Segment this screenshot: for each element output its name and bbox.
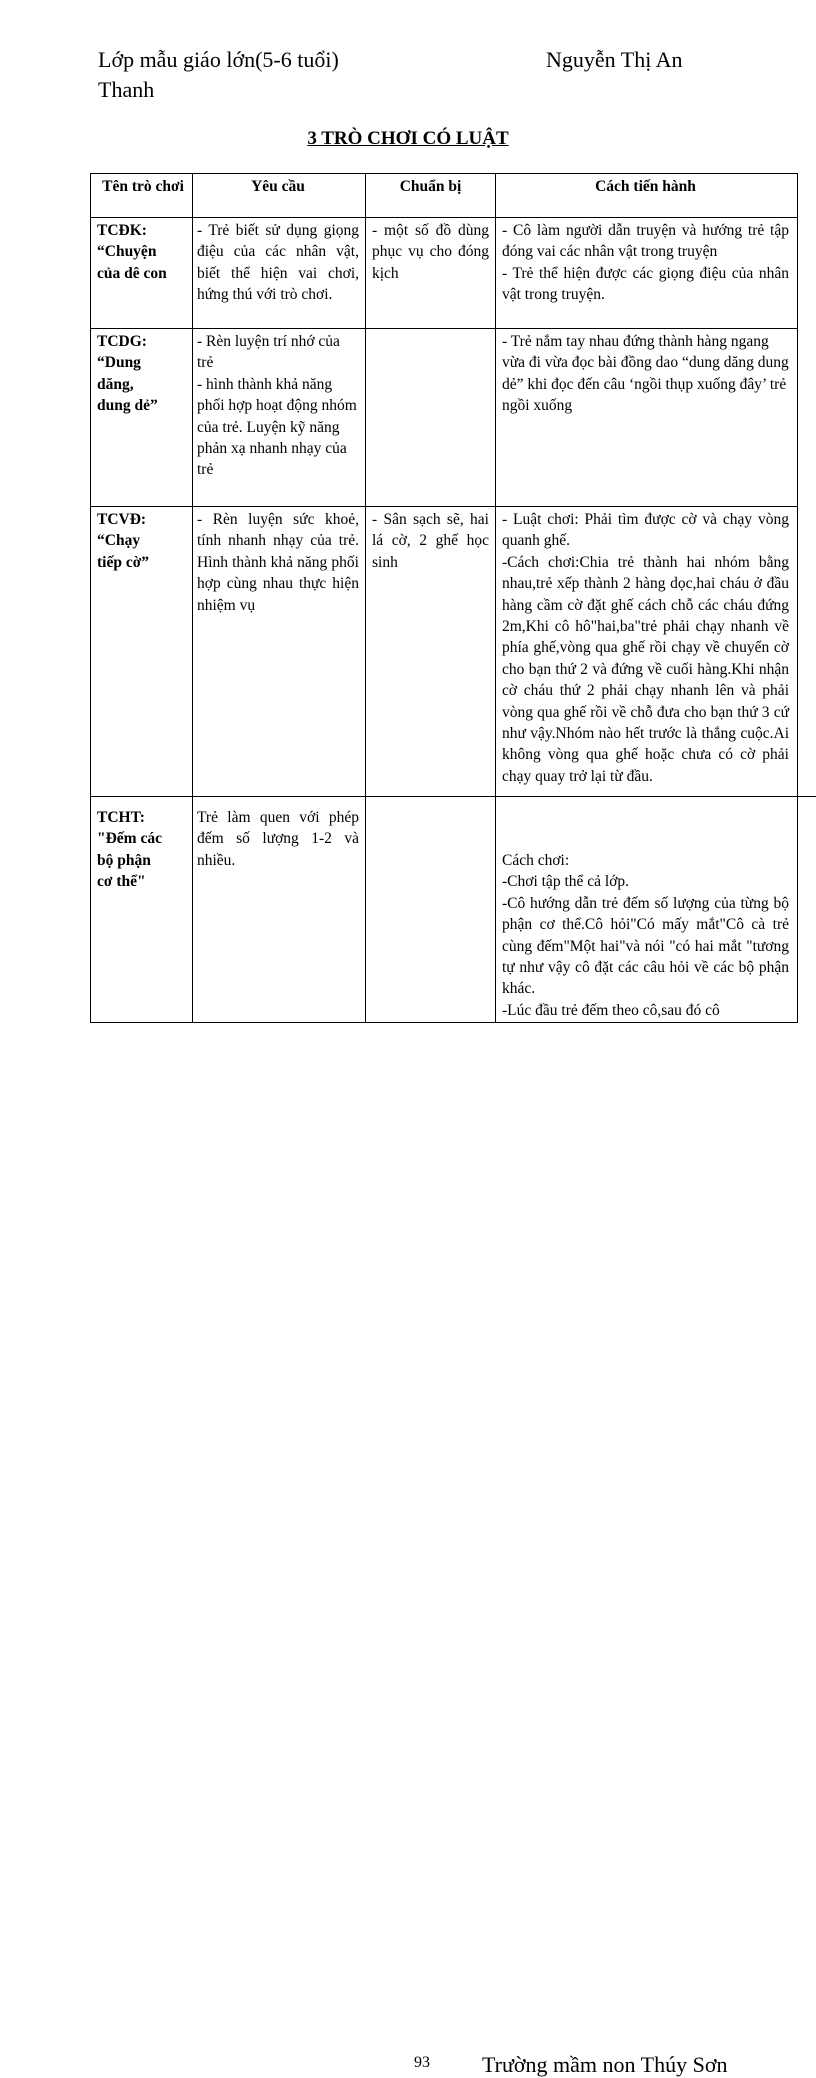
game-name-line: “Dung [97,354,141,372]
game-name-line: TCĐK: [97,222,147,239]
game-name-line: cơ thể" [97,873,146,891]
teacher-name: Nguyễn Thị An [546,47,683,72]
procedure-1 [502,220,789,306]
game-name-line: dung dẻ” [97,397,158,415]
preparation-3: - Sân sạch sẽ, hai lá cờ, 2 ghế học sinh [372,511,489,571]
class-name: Lớp mẫu giáo lớn(5-6 tuổi) [98,47,339,72]
game-name-line: TCHT: [97,809,145,826]
game-name-4 [97,807,189,893]
page-number: 93 [414,2054,430,2071]
overflow-divider [90,796,816,797]
game-name-line: dăng, [97,375,134,393]
header-requirement: Yêu cầu [251,178,305,195]
procedure-paragraph: -Cô hướng dẫn trẻ đếm số lượng của từng bộ phận cơ thể.Cô hỏi"Có mấy mắt"Cô cà trẻ cùng đếm"Một hai"và nói "có hai mắt "tương tự như vậy cô đặt các câu hỏi về các bộ phận khác. [502,894,789,998]
teacher-name-cont: Thanh [98,77,155,102]
procedure-2 [502,331,789,417]
procedure-paragraph: Cách chơi: [502,852,570,869]
header-preparation: Chuẩn bị [399,178,462,195]
procedure-4 [502,850,789,1021]
game-name-line: "Đếm các [97,830,162,848]
game-name-1 [97,220,189,284]
table-divider-3 [495,173,496,1023]
requirement-1: - Trẻ biết sử dụng giọng điệu của các nhân vật, biết thể hiện vai chơi, hứng thú với trò chơi. [197,222,359,304]
game-name-line: tiếp cờ” [97,553,150,571]
page-footer [0,1026,816,2077]
header-game-name: Tên trò chơi [102,178,184,195]
header-procedure: Cách tiến hành [595,178,696,195]
requirement-2 [197,331,359,481]
game-name-line: TCDG: [97,333,147,350]
table-border-top [90,173,798,174]
procedure-paragraph: -Cách chơi:Chia trẻ thành hai nhóm bằng nhau,trẻ xếp thành 2 hàng dọc,hai cháu ở đầu hàng cầm cờ đặt ghế cách chỗ các cháu đứng 2m,Khi cô hô"hai,ba"trẻ phải chạy nhanh về phía ghế,vòng qua ghế rồi chạy về chuyển cờ cho bạn thứ 2 và đứng về cuối hàng.Khi nhận cờ cháu thứ 2 phải chạy nhanh lên và phải vòng qua ghế rồi về chỗ đưa cho bạn thứ 3 cứ như vậy.Nhóm nào hết trước là thắng cuộc.Ai không vòng qua ghế hoặc chưa có cờ phải chạy quay trở lại từ đầu. [502,553,789,785]
row-divider-1 [90,328,798,329]
table-divider-1 [192,173,193,1023]
page-title: 3 TRÒ CHƠI CÓ LUẬT [307,128,509,149]
procedure-paragraph: - Trẻ nắm tay nhau đứng thành hàng ngang vừa đi vừa đọc bài đồng dao “dung dăng dung dẻ” khi đọc đến câu ‘ngồi thụp xuống đây’ trẻ ngồi xuống [502,333,789,415]
preparation-1: - một số đồ dùng phục vụ cho đóng kịch [372,222,489,282]
requirement-paragraph: - hình thành khả năng phối hợp hoạt động nhóm của trẻ. Luyện kỹ năng phản xạ nhanh nhạy của trẻ [197,375,357,479]
game-name-3 [97,509,189,573]
game-name-line: bộ phận [97,851,151,869]
requirement-paragraph: - Rèn luyện trí nhớ của trẻ [197,333,340,372]
game-name-line: “Chạy [97,532,141,550]
procedure-3 [502,509,789,787]
procedure-paragraph: - Cô làm người dẫn truyện và hướng trẻ tập đóng vai các nhân vật trong truyện [502,222,789,261]
table-border-bottom [90,1022,798,1023]
procedure-paragraph: -Lúc đầu trẻ đếm theo cô,sau đó cô [502,1001,720,1019]
row-divider-2 [90,506,798,507]
game-name-2 [97,331,189,417]
table-divider-2 [365,173,366,1023]
procedure-paragraph: - Luật chơi: Phải tìm được cờ và chạy vòng quanh ghế. [502,511,789,550]
requirement-3: - Rèn luyện sức khoẻ, tính nhanh nhạy của trẻ. Hình thành khả năng phối hợp cùng nhau thực hiện nhiệm vụ [197,511,359,614]
table-border-right [797,173,798,1023]
requirement-4: Trẻ làm quen với phép đếm số lượng 1-2 và nhiều. [197,809,359,869]
page-header [0,0,816,110]
procedure-paragraph: - Trẻ thể hiện được các giọng điệu của nhân vật trong truyện. [502,264,789,304]
procedure-paragraph: -Chơi tập thể cả lớp. [502,873,630,891]
game-name-line: TCVĐ: [97,511,147,528]
table-border-left [90,173,91,1023]
games-table [90,173,798,1023]
game-name-line: của dê con [97,264,167,282]
game-name-line: “Chuyện [97,243,157,261]
row-divider-header [90,217,798,218]
school-name: Trường mầm non Thúy Sơn [482,2052,728,2077]
